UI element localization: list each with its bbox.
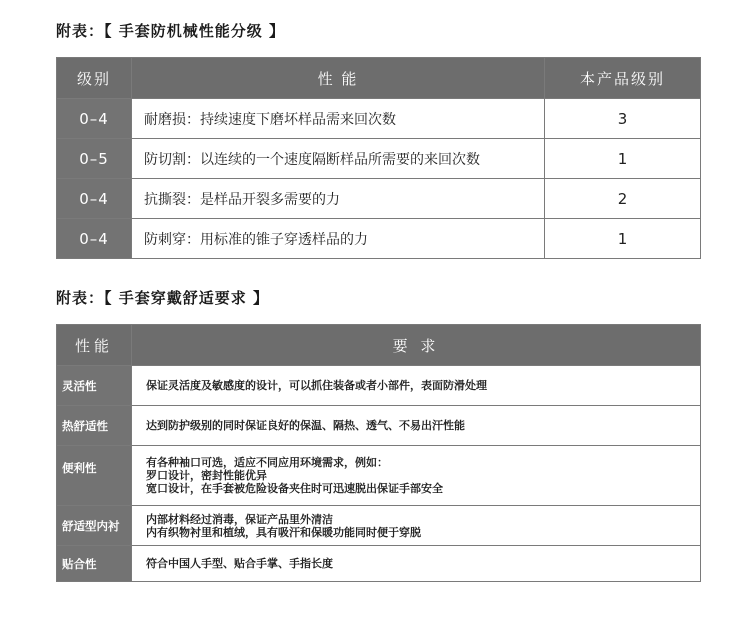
requirement-line: 宽口设计，在手套被危险设备夹住时可迅速脱出保证手部安全 bbox=[146, 482, 443, 495]
table-row bbox=[57, 546, 701, 582]
column-header-requirement: 要 求 bbox=[132, 325, 701, 366]
column-header-property: 性能 bbox=[57, 325, 132, 366]
property-cell: 贴合性 bbox=[57, 546, 132, 582]
table-row bbox=[57, 179, 701, 219]
property-cell: 便利性 bbox=[57, 446, 132, 506]
product-level-cell: 3 bbox=[545, 99, 701, 139]
performance-cell: 抗撕裂：是样品开裂多需要的力 bbox=[132, 179, 545, 219]
requirement-cell bbox=[132, 506, 701, 546]
requirement-line: 内部材料经过消毒，保证产品里外清洁 bbox=[146, 512, 333, 526]
table1-caption: 附表：【 手套防机械性能分级 】 bbox=[56, 22, 285, 40]
mechanical-performance-table bbox=[56, 57, 701, 259]
comfort-requirements-table bbox=[56, 324, 701, 582]
requirement-line: 符合中国人手型、贴合手掌、手指长度 bbox=[146, 557, 333, 570]
column-header-performance: 性 能 bbox=[132, 58, 545, 99]
level-cell: 0–4 bbox=[57, 99, 132, 139]
requirement-cell bbox=[132, 446, 701, 506]
level-cell: 0–4 bbox=[57, 179, 132, 219]
requirement-line: 保证灵活度及敏感度的设计，可以抓住装备或者小部件，表面防滑处理 bbox=[146, 379, 487, 392]
requirement-line: 有各种袖口可选，适应不同应用环境需求，例如： bbox=[146, 456, 388, 469]
product-level-cell: 1 bbox=[545, 219, 701, 259]
table2-caption: 附表：【 手套穿戴舒适要求 】 bbox=[56, 289, 269, 307]
table-row bbox=[57, 446, 701, 506]
product-level-cell: 2 bbox=[545, 179, 701, 219]
level-cell: 0–5 bbox=[57, 139, 132, 179]
table-row bbox=[57, 219, 701, 259]
table-row bbox=[57, 139, 701, 179]
table-row bbox=[57, 99, 701, 139]
property-cell: 热舒适性 bbox=[57, 406, 132, 446]
column-header-product-level: 本产品级别 bbox=[545, 58, 701, 99]
requirement-line: 内有织物衬里和植绒，具有吸汗和保暖功能同时便于穿脱 bbox=[146, 525, 421, 539]
level-cell: 0–4 bbox=[57, 219, 132, 259]
performance-cell: 耐磨损：持续速度下磨坏样品需来回次数 bbox=[132, 99, 545, 139]
requirement-cell bbox=[132, 546, 701, 582]
product-level-cell: 1 bbox=[545, 139, 701, 179]
column-header-level: 级别 bbox=[57, 58, 132, 99]
property-cell: 灵活性 bbox=[57, 366, 132, 406]
property-cell: 舒适型内衬 bbox=[57, 506, 132, 546]
requirement-line: 达到防护级别的同时保证良好的保温、隔热、透气、不易出汗性能 bbox=[146, 419, 465, 432]
performance-cell: 防切割：以连续的一个速度隔断样品所需要的来回次数 bbox=[132, 139, 545, 179]
table-row bbox=[57, 366, 701, 406]
table-header-row bbox=[57, 58, 701, 99]
requirement-cell bbox=[132, 406, 701, 446]
requirement-cell bbox=[132, 366, 701, 406]
performance-cell: 防刺穿：用标准的锥子穿透样品的力 bbox=[132, 219, 545, 259]
table-row bbox=[57, 406, 701, 446]
requirement-line: 罗口设计，密封性能优异 bbox=[146, 469, 267, 482]
table-row bbox=[57, 506, 701, 546]
table-header-row bbox=[57, 325, 701, 366]
